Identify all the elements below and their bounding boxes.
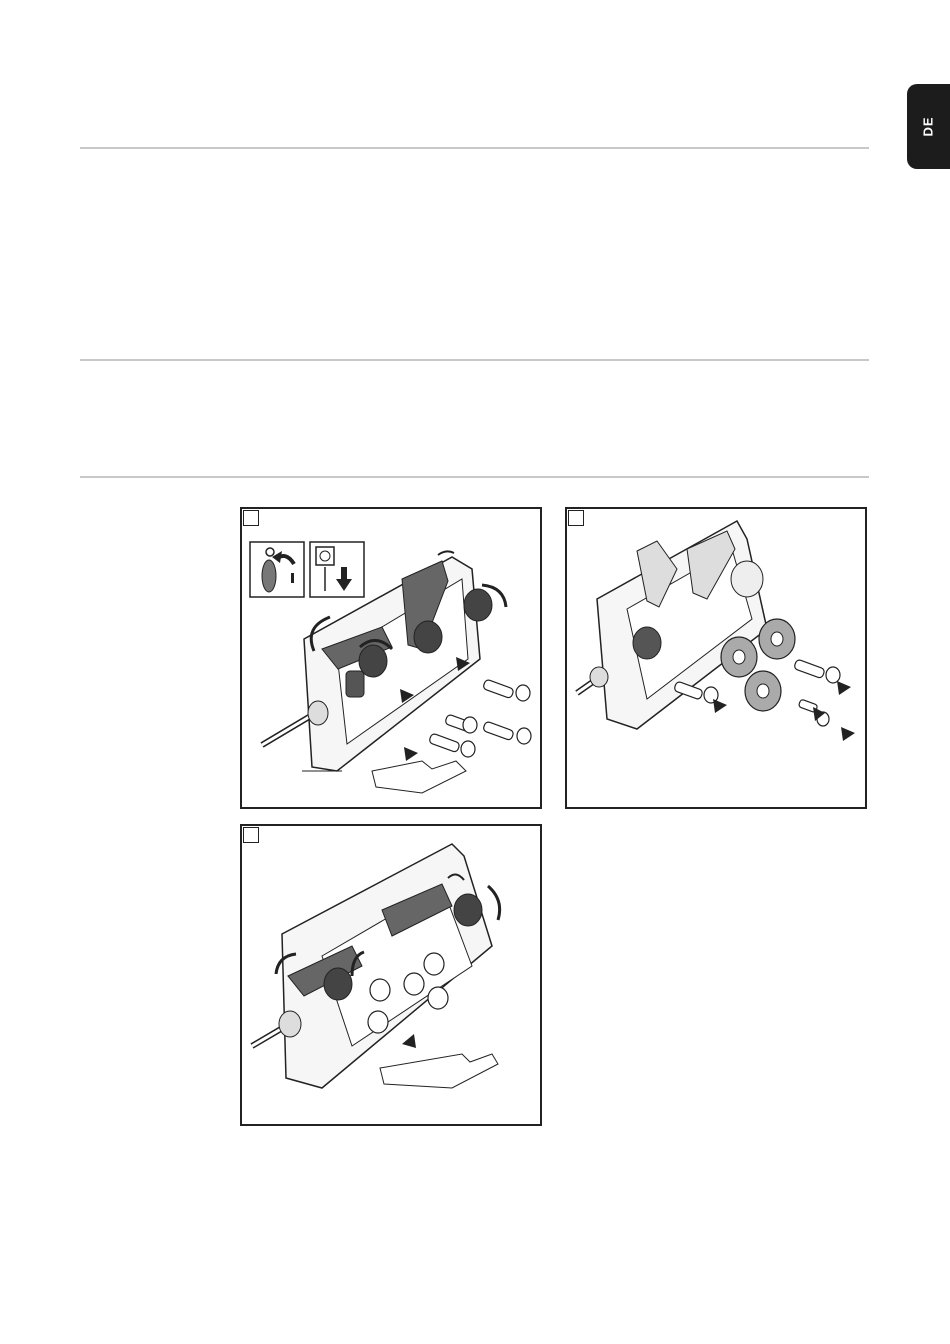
language-tab [907,84,950,169]
figure-step-3 [240,824,542,1126]
step-number-box [243,827,259,843]
section-divider [80,359,869,361]
power-switch-off-icon [250,542,304,597]
section-divider [80,476,869,478]
drive-unit-illustration-2 [567,509,865,807]
section-divider [80,147,869,149]
figure-step-2 [565,507,867,809]
figure-step-1 [240,507,542,809]
step-number-box [568,510,584,526]
drive-unit-illustration-3 [242,826,540,1124]
unplug-mains-icon [310,542,364,597]
language-tab-label: DE [921,116,936,137]
step-number-box [243,510,259,526]
drive-unit-illustration-1 [242,509,540,807]
